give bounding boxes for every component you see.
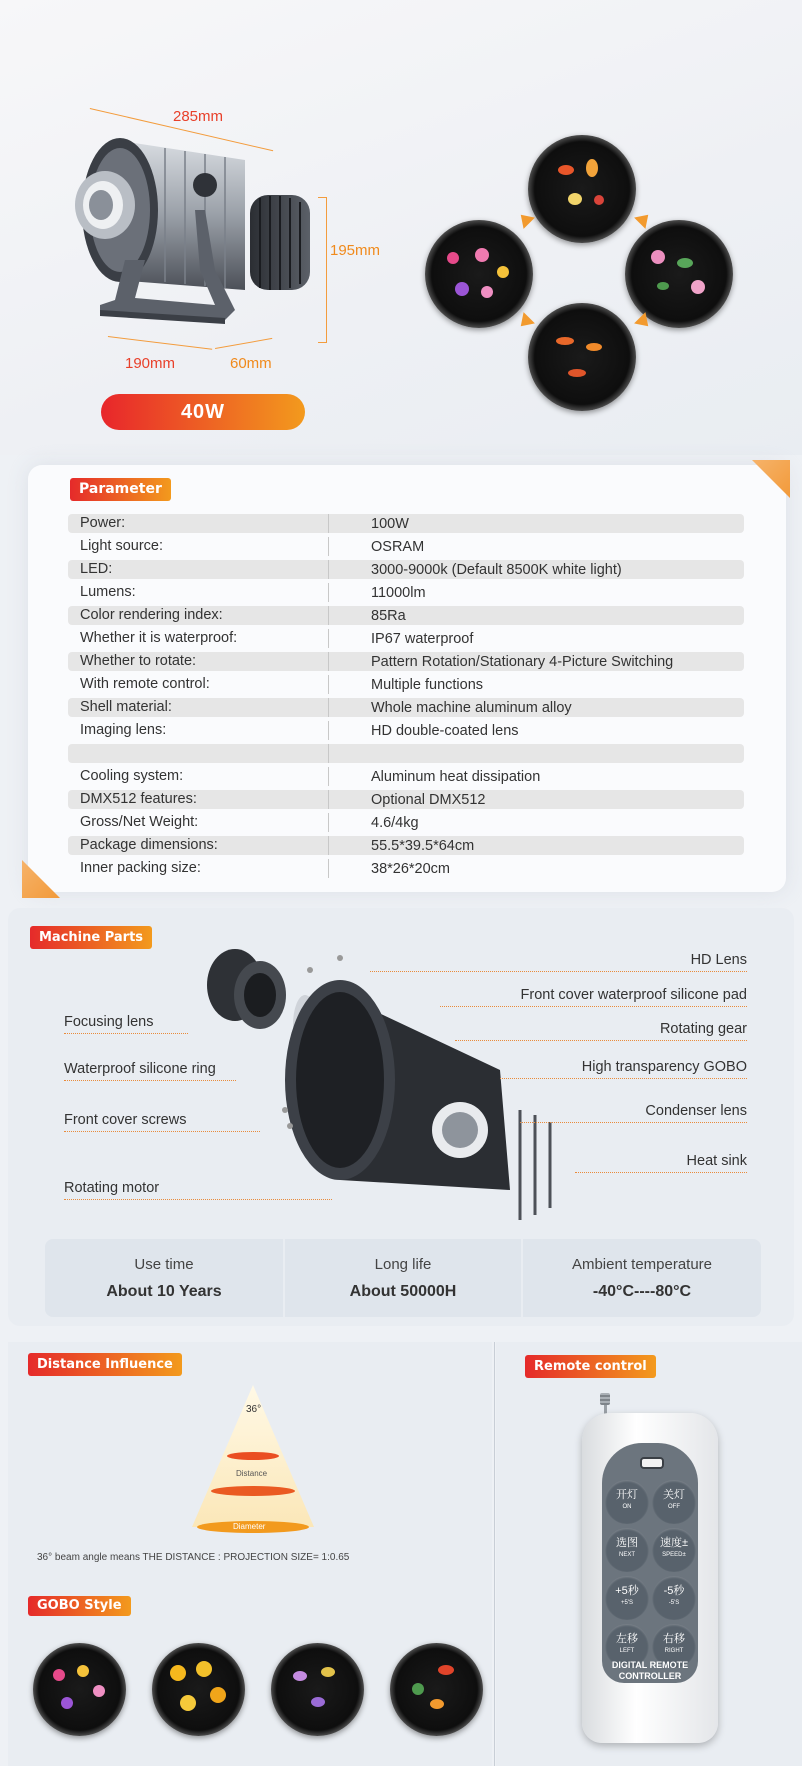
remote-button[interactable] (605, 1576, 649, 1620)
beam-note: 36° beam angle means THE DISTANCE : PROJECTION SIZE= 1:0.65 (37, 1552, 350, 1563)
remote-button-label: 关灯 (663, 1489, 685, 1501)
part-label-focusing-lens: Focusing lens (64, 1014, 154, 1030)
remote-button-label: 开灯 (616, 1489, 638, 1501)
parameter-value: 100W (371, 515, 409, 532)
parameter-key: Light source: (68, 537, 329, 556)
remote-button-label: -5秒 (663, 1585, 685, 1597)
width-dimension: 190mm (125, 355, 176, 372)
remote-brand-line: DIGITAL REMOTE (611, 1660, 689, 1670)
remote-button-sublabel: SPEED± (662, 1552, 686, 1558)
parameter-key: Package dimensions: (68, 836, 329, 855)
remote-button-label: 左移 (616, 1633, 638, 1645)
remote-control-tag: Remote control (525, 1355, 656, 1378)
parameter-row (68, 790, 744, 809)
part-label-front-cover-pad: Front cover waterproof silicone pad (520, 987, 747, 1003)
stat-value: -40°C----80°C (592, 1282, 692, 1300)
parameter-value: OSRAM (371, 538, 425, 555)
parameter-key: Gross/Net Weight: (68, 813, 329, 832)
parameter-row (68, 606, 744, 625)
parameter-key: Power: (68, 514, 329, 533)
gobo-koi-bottom (528, 303, 636, 411)
power-badge: 40W (101, 394, 305, 430)
parameter-value: Pattern Rotation/Stationary 4-Picture Switching (371, 653, 674, 670)
parameter-key: Cooling system: (68, 767, 329, 786)
remote-button-label: +5秒 (615, 1585, 639, 1597)
remote-button-label: 选图 (616, 1537, 638, 1549)
stat-title: Long life (374, 1255, 432, 1273)
stat-value: About 50000H (349, 1282, 457, 1300)
parameter-key: Color rendering index: (68, 606, 329, 625)
parameter-key: Whether it is waterproof: (68, 629, 329, 648)
part-label-waterproof-ring: Waterproof silicone ring (64, 1061, 216, 1077)
parameter-tag: Parameter (70, 478, 171, 501)
divider (494, 1342, 495, 1766)
exploded-parts-illustration (190, 930, 580, 1230)
parameter-value: 4.6/4kg (371, 814, 419, 831)
parameter-row (68, 537, 744, 556)
remote-button-sublabel: -5'S (668, 1600, 680, 1606)
parameter-row (68, 629, 744, 648)
remote-brand-line: CONTROLLER (618, 1671, 682, 1681)
parameter-row (68, 675, 744, 694)
gobo-flowers-left (425, 220, 533, 328)
projector-illustration (75, 120, 335, 360)
parameter-key (68, 744, 329, 763)
depth-dimension: 60mm (230, 355, 272, 372)
antenna-tip (600, 1393, 610, 1405)
stat-title: Ambient temperature (571, 1255, 713, 1273)
gobo-style-butterflies (271, 1643, 364, 1736)
part-label-front-cover-screws: Front cover screws (64, 1112, 187, 1128)
gobo-style-flowers (33, 1643, 126, 1736)
parameter-value: 55.5*39.5*64cm (371, 837, 475, 854)
gobo-lotus-right (625, 220, 733, 328)
remote-button-sublabel: LEFT (619, 1648, 635, 1654)
parameter-row (68, 744, 744, 763)
part-label-heat-sink: Heat sink (686, 1153, 747, 1169)
diameter-label: Diameter (233, 1522, 266, 1531)
led-indicator (640, 1457, 664, 1469)
beam-angle-label: 36° (246, 1404, 262, 1415)
height-dimension: 195mm (330, 242, 381, 259)
parameter-row (68, 583, 744, 602)
parameter-value: 3000-9000k (Default 8500K white light) (371, 561, 622, 578)
parameter-key: Imaging lens: (68, 721, 329, 740)
part-label-rotating-gear: Rotating gear (659, 1021, 747, 1037)
stat-title: Use time (134, 1255, 194, 1273)
parameter-value: IP67 waterproof (371, 630, 474, 647)
remote-button-label: 速度± (659, 1537, 689, 1549)
parameter-value: Aluminum heat dissipation (371, 768, 541, 785)
part-label-hd-lens: HD Lens (690, 952, 747, 968)
remote-button-sublabel: NEXT (618, 1552, 635, 1558)
remote-button-sublabel: OFF (668, 1504, 680, 1510)
parameter-key: With remote control: (68, 675, 329, 694)
remote-button-sublabel: RIGHT (664, 1648, 684, 1654)
parameter-key: LED: (68, 560, 329, 579)
parameter-value: Whole machine aluminum alloy (371, 699, 572, 716)
parameter-key: Inner packing size: (68, 859, 329, 878)
stat-ambient-temperature (523, 1239, 761, 1317)
machine-parts-tag: Machine Parts (30, 926, 152, 949)
parameter-value: Multiple functions (371, 676, 484, 693)
parameter-row (68, 514, 744, 533)
length-dimension: 285mm (173, 108, 224, 125)
gobo-koi-top (528, 135, 636, 243)
remote-brand (602, 1660, 698, 1682)
distance-label: Distance (236, 1469, 268, 1478)
parameter-value: 38*26*20cm (371, 860, 450, 877)
parameter-row (68, 836, 744, 855)
part-label-gobo: High transparency GOBO (581, 1059, 747, 1075)
parameter-row (68, 813, 744, 832)
parameter-row (68, 767, 744, 786)
remote-button-sublabel: +5'S (621, 1600, 633, 1606)
parameter-value: 85Ra (371, 607, 406, 624)
part-label-rotating-motor: Rotating motor (64, 1180, 160, 1196)
remote-button[interactable] (605, 1528, 649, 1572)
gobo-style-koi (390, 1643, 483, 1736)
parameter-row (68, 698, 744, 717)
remote-button[interactable] (652, 1528, 696, 1572)
part-label-condenser-lens: Condenser lens (645, 1103, 747, 1119)
parameter-value: 11000lm (371, 584, 426, 601)
remote-button[interactable] (605, 1480, 649, 1524)
parameter-key: DMX512 features: (68, 790, 329, 809)
gobo-style-sunflowers (152, 1643, 245, 1736)
parameter-key: Lumens: (68, 583, 329, 602)
stat-value: About 10 Years (106, 1282, 222, 1300)
gobo-style-tag: GOBO Style (28, 1596, 131, 1616)
remote-button-sublabel: ON (622, 1504, 632, 1510)
remote-button-label: 右移 (663, 1633, 685, 1645)
remote-button[interactable] (652, 1576, 696, 1620)
parameter-row (68, 721, 744, 740)
parameter-value: HD double-coated lens (371, 722, 519, 739)
parameter-row (68, 859, 744, 878)
parameter-key: Whether to rotate: (68, 652, 329, 671)
stat-long-life (285, 1239, 521, 1317)
parameter-row (68, 560, 744, 579)
parameter-value: Optional DMX512 (371, 791, 486, 808)
distance-influence-tag: Distance Influence (28, 1353, 182, 1376)
stat-use-time (45, 1239, 283, 1317)
parameter-key: Shell material: (68, 698, 329, 717)
remote-button[interactable] (652, 1480, 696, 1524)
parameter-row (68, 652, 744, 671)
